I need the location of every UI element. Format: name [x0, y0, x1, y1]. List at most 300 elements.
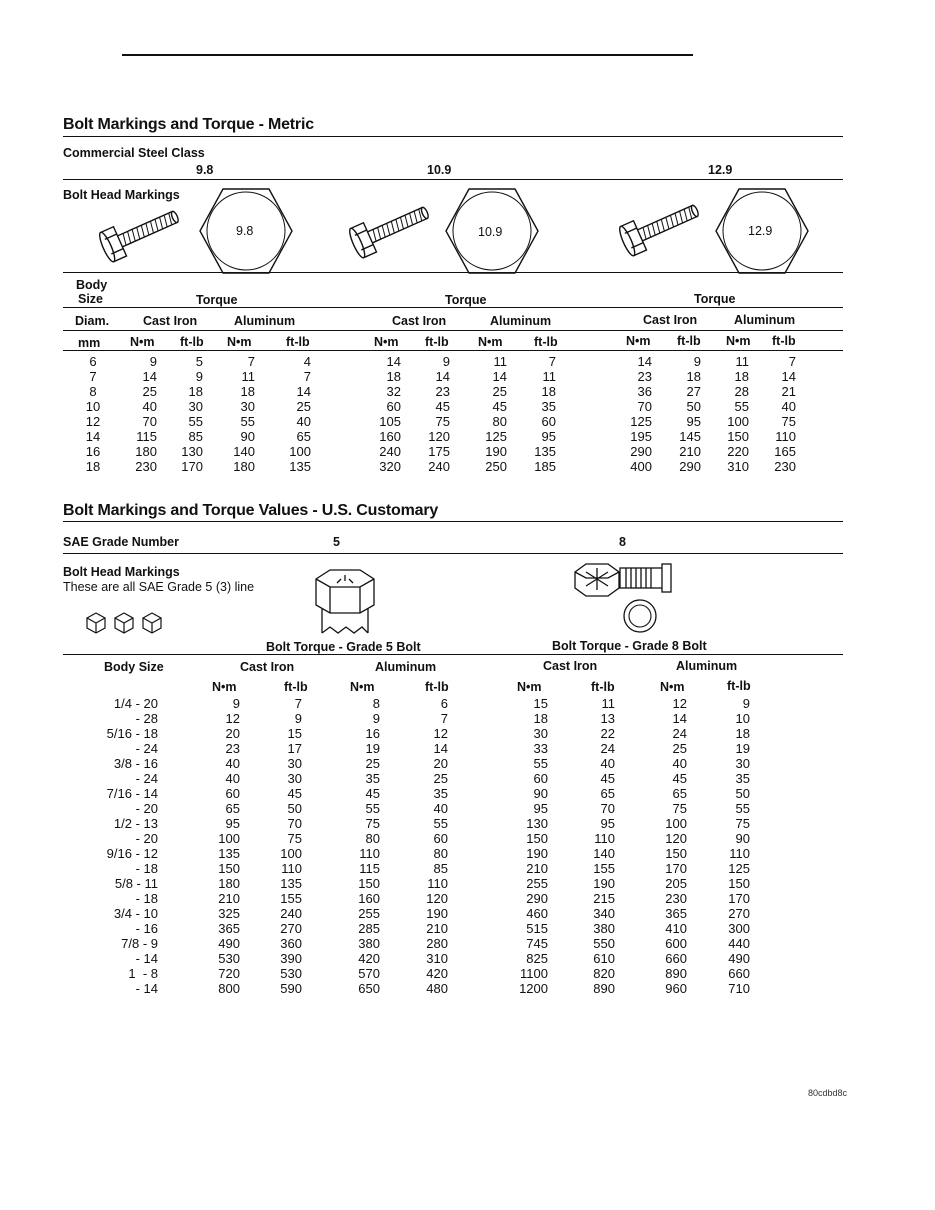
- us-size-cell: - 20: [135, 831, 158, 846]
- g5-al-nm-cell: 16: [365, 726, 380, 741]
- metric-diam-column: [78, 354, 108, 474]
- g8-ci-nm-cell: 30: [533, 726, 548, 741]
- g8-al-ft-cell: 170: [728, 891, 750, 906]
- g8-ci-ft-cell: 550: [593, 936, 615, 951]
- g5-al-ft-cell: 80: [433, 846, 448, 861]
- top-rule: [122, 54, 693, 56]
- diam-label: Diam.: [75, 314, 110, 328]
- class-98: 9.8: [196, 163, 214, 177]
- m129-ci-nm-cell: 70: [637, 399, 652, 414]
- g8-al-ft-cell: 150: [728, 876, 750, 891]
- m98-al-ft-cell: 65: [296, 429, 311, 444]
- m109-ci-ft-cell: 14: [435, 369, 450, 384]
- g5-ci-ft-cell: 270: [280, 921, 302, 936]
- g5-al-ft-cell: 120: [426, 891, 448, 906]
- g5-ci-nm-cell: 210: [218, 891, 240, 906]
- g8-al-nm-cell: 24: [672, 726, 687, 741]
- ftlb-109-ci: ft-lb: [425, 335, 449, 349]
- g5-ci-ft-cell: 7: [294, 696, 302, 711]
- g8-al-nm-cell: 660: [665, 951, 687, 966]
- g8-al-ft-cell: 18: [735, 726, 750, 741]
- m109-ci-nm-cell: 32: [386, 384, 401, 399]
- g8-ci-nm-cell: 60: [533, 771, 548, 786]
- m109-ci-ft-cell: 240: [428, 459, 450, 474]
- g5-ci-nm-cell: 800: [218, 981, 240, 996]
- g5-ci-nm-cell: 720: [218, 966, 240, 981]
- g5-ci-ft-cell: 75: [287, 831, 302, 846]
- m129-ci-nm-cell: 125: [630, 414, 652, 429]
- us-size-cell: - 28: [135, 711, 158, 726]
- m98-ci-ft-cell: 170: [181, 459, 203, 474]
- class-109: 10.9: [427, 163, 452, 177]
- m98-al-ft-cell: 25: [296, 399, 311, 414]
- torque-label-98: Torque: [196, 293, 238, 307]
- m98-ci-nm-column: [122, 354, 157, 474]
- g8-al-nm-cell: 960: [665, 981, 687, 996]
- m109-al-ft-cell: 60: [541, 414, 556, 429]
- m109-ci-nm-cell: 60: [386, 399, 401, 414]
- g5-al-ft-cell: 25: [433, 771, 448, 786]
- g5-al-nm-cell: 420: [358, 951, 380, 966]
- grade5-nuts-icon: [84, 611, 168, 635]
- g8-ci-ft-cell: 13: [600, 711, 615, 726]
- us-note: These are all SAE Grade 5 (3) line: [63, 580, 255, 594]
- g5-al-nm-cell: 19: [365, 741, 380, 756]
- us-size-cell: 1/4 - 20: [113, 696, 158, 711]
- grade5-caption: Bolt Torque - Grade 5 Bolt: [266, 640, 421, 654]
- cast-iron-129: Cast Iron: [643, 313, 698, 327]
- cast-iron-98: Cast Iron: [143, 314, 198, 328]
- m109-ci-ft-cell: 175: [428, 444, 450, 459]
- metric-diam-cell: 12: [85, 414, 101, 429]
- m129-al-nm-cell: 310: [727, 459, 749, 474]
- us-head-markings-label: Bolt Head Markings: [63, 565, 180, 579]
- m109-ci-nm-cell: 18: [386, 369, 401, 384]
- g5-al-nm-cell: 45: [365, 786, 380, 801]
- g8-ci-ft-cell: 22: [600, 726, 615, 741]
- g5-al-ft-cell: 210: [426, 921, 448, 936]
- g8-ci-nm-cell: 255: [526, 876, 548, 891]
- m109-al-ft-cell: 95: [541, 429, 556, 444]
- m129-ci-ft-cell: 145: [679, 429, 701, 444]
- g5-ci-ft-cell: 50: [287, 801, 302, 816]
- cast-iron-109: Cast Iron: [392, 314, 447, 328]
- m129-al-nm-cell: 11: [735, 354, 749, 369]
- g5-al-ft-column: [408, 696, 448, 996]
- g8-ci-nm-cell: 15: [533, 696, 548, 711]
- g5-ci-nm-cell: 23: [225, 741, 240, 756]
- g5-al-nm-cell: 80: [365, 831, 380, 846]
- g8-ci-nm-cell: 90: [533, 786, 548, 801]
- m98-al-nm-cell: 30: [240, 399, 255, 414]
- g8-ci-nm-cell: 290: [526, 891, 548, 906]
- g5-ci-ft-cell: 9: [294, 711, 302, 726]
- g5-ci-ft-cell: 30: [287, 756, 302, 771]
- g5-al-ft-cell: 7: [440, 711, 448, 726]
- m129-ci-ft-cell: 18: [686, 369, 701, 384]
- nm-129-al: N•m: [726, 334, 751, 348]
- g5-al-ft-cell: 310: [426, 951, 448, 966]
- g5-al-nm-label: N•m: [350, 680, 375, 694]
- g8-ci-ft-cell: 155: [593, 861, 615, 876]
- g8-al-nm-cell: 65: [672, 786, 687, 801]
- g8-ci-ft-cell: 70: [600, 801, 615, 816]
- grade8-caption: Bolt Torque - Grade 8 Bolt: [552, 639, 707, 653]
- g8-ci-ft-label: ft-lb: [591, 680, 615, 694]
- g8-al-ft-cell: 300: [728, 921, 750, 936]
- g8-al-ft-cell: 75: [735, 816, 750, 831]
- m109-al-nm-cell: 190: [485, 444, 507, 459]
- g5-ci-nm-cell: 40: [225, 756, 240, 771]
- bolt-98-icon: [100, 204, 182, 260]
- ftlb-98-al: ft-lb: [286, 335, 310, 349]
- g8-ci-ft-cell: 45: [600, 771, 615, 786]
- g5-ci-nm-cell: 20: [225, 726, 240, 741]
- g8-al-ft-cell: 9: [742, 696, 750, 711]
- m129-al-nm-cell: 100: [727, 414, 749, 429]
- g8-al-ft-cell: 440: [728, 936, 750, 951]
- m109-ci-nm-column: [366, 354, 401, 474]
- g8-ci-nm-cell: 460: [526, 906, 548, 921]
- g5-al-nm-column: [340, 696, 380, 996]
- m109-al-nm-cell: 25: [492, 384, 507, 399]
- g8-al-nm-cell: 12: [672, 696, 687, 711]
- g5-al-nm-cell: 115: [359, 861, 380, 876]
- g8-al-ft-cell: 660: [728, 966, 750, 981]
- m109-al-ft-cell: 185: [534, 459, 556, 474]
- m129-al-ft-column: [761, 354, 796, 474]
- m129-al-ft-cell: 230: [774, 459, 796, 474]
- g5-al-ft-cell: 85: [433, 861, 448, 876]
- m109-al-nm-cell: 125: [485, 429, 507, 444]
- metric-diam-cell: 16: [85, 444, 101, 459]
- g5-al-ft-cell: 480: [426, 981, 448, 996]
- m129-al-nm-cell: 150: [727, 429, 749, 444]
- sae-grade-label: SAE Grade Number: [63, 535, 180, 549]
- g5-ci-nm-cell: 95: [225, 816, 240, 831]
- g5-ci-ft-column: [262, 696, 302, 996]
- m109-ci-ft-cell: 23: [435, 384, 450, 399]
- m98-al-ft-column: [276, 354, 311, 474]
- g8-aluminum: Aluminum: [676, 659, 738, 673]
- g5-ci-nm-cell: 325: [218, 906, 240, 921]
- g8-al-nm-cell: 40: [672, 756, 687, 771]
- commercial-steel-class-label: Commercial Steel Class: [63, 146, 205, 160]
- g5-ci-ft-cell: 45: [287, 786, 302, 801]
- g5-ci-nm-cell: 135: [218, 846, 240, 861]
- g5-ci-nm-column: [200, 696, 240, 996]
- g5-al-nm-cell: 255: [358, 906, 380, 921]
- m129-ci-ft-cell: 50: [686, 399, 701, 414]
- g8-ci-ft-cell: 610: [593, 951, 615, 966]
- g5-ci-nm-cell: 180: [218, 876, 240, 891]
- m109-ci-nm-cell: 240: [379, 444, 401, 459]
- nm-98-al: N•m: [227, 335, 252, 349]
- class-129: 12.9: [708, 163, 733, 177]
- m98-ci-nm-cell: 25: [142, 384, 157, 399]
- g5-ci-ft-cell: 70: [287, 816, 302, 831]
- g5-al-nm-cell: 285: [358, 921, 380, 936]
- g8-al-ft-cell: 50: [735, 786, 750, 801]
- g5-ci-ft-cell: 30: [287, 771, 302, 786]
- g5-al-ft-cell: 6: [440, 696, 448, 711]
- g5-ci-ft-cell: 100: [280, 846, 302, 861]
- m98-al-nm-cell: 7: [247, 354, 255, 369]
- g5-al-nm-cell: 160: [358, 891, 380, 906]
- m98-ci-ft-cell: 30: [188, 399, 203, 414]
- nm-129-ci: N•m: [626, 334, 651, 348]
- g8-ci-ft-cell: 95: [600, 816, 615, 831]
- mm-label: mm: [78, 336, 101, 350]
- metric-head-markings-label: Bolt Head Markings: [63, 188, 180, 202]
- m98-ci-nm-cell: 230: [135, 459, 157, 474]
- g8-ci-ft-cell: 140: [593, 846, 615, 861]
- g5-al-ft-cell: 40: [433, 801, 448, 816]
- m98-ci-nm-cell: 9: [149, 354, 157, 369]
- m98-al-ft-cell: 14: [296, 384, 311, 399]
- m109-ci-ft-cell: 120: [428, 429, 450, 444]
- g5-ci-ft-cell: 530: [280, 966, 302, 981]
- g5-al-nm-cell: 35: [365, 771, 380, 786]
- g5-aluminum: Aluminum: [375, 660, 437, 674]
- g8-ci-nm-cell: 33: [533, 741, 548, 756]
- m129-ci-nm-cell: 36: [637, 384, 652, 399]
- m109-ci-ft-cell: 9: [442, 354, 450, 369]
- ftlb-98-ci: ft-lb: [180, 335, 204, 349]
- g5-ci-ft-cell: 360: [280, 936, 302, 951]
- g5-al-nm-cell: 9: [372, 711, 380, 726]
- subhead-rule: [63, 330, 843, 331]
- g8-ci-nm-cell: 150: [526, 831, 548, 846]
- m129-ci-ft-cell: 9: [693, 354, 701, 369]
- us-size-cell: - 18: [135, 891, 158, 906]
- class-rule: [63, 179, 843, 180]
- metric-diam-cell: 10: [85, 399, 101, 414]
- g5-ci-nm-cell: 100: [218, 831, 240, 846]
- m98-al-nm-cell: 180: [233, 459, 255, 474]
- g8-al-ft-column: [710, 696, 750, 996]
- m98-ci-nm-cell: 115: [136, 429, 157, 444]
- size-label: Size: [78, 292, 104, 306]
- us-size-cell: 1/2 - 13: [113, 816, 158, 831]
- nm-109-al: N•m: [478, 335, 503, 349]
- g8-ci-nm-cell: 130: [526, 816, 548, 831]
- m98-ci-nm-cell: 70: [142, 414, 157, 429]
- us-title: Bolt Markings and Torque Values - U.S. Customary: [63, 502, 439, 519]
- m109-ci-ft-cell: 45: [435, 399, 450, 414]
- g5-ci-nm-cell: 530: [218, 951, 240, 966]
- g5-al-ft-cell: 110: [427, 876, 448, 891]
- m109-al-ft-cell: 11: [542, 369, 556, 384]
- g5-ci-ft-cell: 240: [280, 906, 302, 921]
- m109-al-nm-cell: 11: [493, 354, 507, 369]
- us-size-cell: - 14: [135, 981, 158, 996]
- g5-ci-nm-cell: 150: [218, 861, 240, 876]
- body-size-label: Body Size: [104, 660, 164, 674]
- g8-ci-nm-cell: 825: [526, 951, 548, 966]
- g5-al-nm-cell: 650: [358, 981, 380, 996]
- g8-ci-nm-cell: 515: [526, 921, 548, 936]
- m109-ci-nm-cell: 160: [379, 429, 401, 444]
- g8-al-nm-cell: 120: [665, 831, 687, 846]
- m98-al-ft-cell: 7: [303, 369, 311, 384]
- m98-al-nm-cell: 18: [240, 384, 255, 399]
- g8-al-ft-cell: 10: [735, 711, 750, 726]
- g5-al-nm-cell: 380: [358, 936, 380, 951]
- m129-al-ft-cell: 21: [781, 384, 796, 399]
- g5-ci-nm-cell: 9: [232, 696, 240, 711]
- us-title-rule: [63, 521, 843, 522]
- m129-ci-ft-column: [666, 354, 701, 474]
- m109-ci-ft-cell: 75: [435, 414, 450, 429]
- torque-label-129: Torque: [694, 292, 736, 306]
- g8-al-nm-label: N•m: [660, 680, 685, 694]
- m98-ci-nm-cell: 40: [142, 399, 157, 414]
- m129-al-ft-cell: 165: [774, 444, 796, 459]
- metric-diam-cell: 7: [89, 369, 97, 384]
- g8-al-nm-cell: 150: [665, 846, 687, 861]
- g8-ci-ft-cell: 190: [593, 876, 615, 891]
- grade5-bolt-icon: [310, 567, 380, 639]
- g8-al-nm-cell: 75: [672, 801, 687, 816]
- m98-al-nm-cell: 55: [240, 414, 255, 429]
- g5-ci-nm-cell: 12: [225, 711, 240, 726]
- m129-al-ft-cell: 7: [788, 354, 796, 369]
- m109-al-nm-cell: 80: [492, 414, 507, 429]
- g8-al-ft-cell: 110: [729, 846, 750, 861]
- g5-ci-ft-cell: 110: [281, 861, 302, 876]
- ftlb-109-al: ft-lb: [534, 335, 558, 349]
- us-size-cell: 5/16 - 18: [106, 726, 158, 741]
- g8-ci-ft-column: [575, 696, 615, 996]
- m98-ci-nm-cell: 180: [135, 444, 157, 459]
- us-size-cell: 9/16 - 12: [106, 846, 158, 861]
- m129-al-ft-cell: 110: [775, 429, 796, 444]
- m98-al-ft-cell: 4: [303, 354, 311, 369]
- g5-al-ft-cell: 280: [426, 936, 448, 951]
- metric-diam-cell: 8: [89, 384, 97, 399]
- g8-al-nm-cell: 170: [665, 861, 687, 876]
- g8-al-nm-cell: 230: [665, 891, 687, 906]
- g5-ci-ft-label: ft-lb: [284, 680, 308, 694]
- g8-ci-nm-cell: 1200: [519, 981, 548, 996]
- g8-ci-ft-cell: 380: [593, 921, 615, 936]
- us-size-cell: - 20: [135, 801, 158, 816]
- torque-rule: [63, 307, 843, 308]
- m109-al-nm-cell: 14: [492, 369, 507, 384]
- m109-al-nm-cell: 45: [492, 399, 507, 414]
- g5-al-nm-cell: 8: [372, 696, 380, 711]
- us-size-cell: 7/8 - 9: [121, 936, 158, 951]
- g8-ci-ft-cell: 820: [593, 966, 615, 981]
- us-size-cell: - 18: [135, 861, 158, 876]
- g8-ci-nm-cell: 95: [533, 801, 548, 816]
- m129-al-nm-cell: 220: [727, 444, 749, 459]
- aluminum-129: Aluminum: [734, 313, 796, 327]
- g5-ci-ft-cell: 135: [280, 876, 302, 891]
- units-rule: [63, 350, 843, 351]
- ftlb-129-al: ft-lb: [772, 334, 796, 348]
- us-caption-rule: [63, 654, 843, 655]
- aluminum-98: Aluminum: [234, 314, 296, 328]
- torque-label-109: Torque: [445, 293, 487, 307]
- metric-diam-cell: 14: [85, 429, 101, 444]
- hex-head-129-label: 12.9: [748, 224, 773, 238]
- g8-ci-ft-cell: 890: [593, 981, 615, 996]
- g8-ci-ft-cell: 11: [601, 696, 615, 711]
- m109-ci-nm-cell: 105: [379, 414, 401, 429]
- us-size-cell: - 16: [135, 921, 158, 936]
- m129-al-ft-cell: 40: [781, 399, 796, 414]
- m129-ci-nm-cell: 290: [630, 444, 652, 459]
- body-label: Body: [76, 278, 108, 292]
- m98-ci-ft-cell: 9: [195, 369, 203, 384]
- g5-ci-nm-cell: 60: [225, 786, 240, 801]
- g8-al-nm-cell: 600: [665, 936, 687, 951]
- g8-ci-nm-cell: 190: [526, 846, 548, 861]
- g8-ci-ft-cell: 215: [593, 891, 615, 906]
- g5-ci-ft-cell: 155: [280, 891, 302, 906]
- g5-al-ft-cell: 12: [433, 726, 448, 741]
- m98-al-nm-column: [220, 354, 255, 474]
- us-size-cell: - 24: [135, 741, 158, 756]
- g5-ci-nm-label: N•m: [212, 680, 237, 694]
- g5-al-nm-cell: 55: [365, 801, 380, 816]
- g8-ci-ft-cell: 340: [593, 906, 615, 921]
- nm-98-ci: N•m: [130, 335, 155, 349]
- g8-ci-nm-cell: 18: [533, 711, 548, 726]
- us-size-cell: 3/8 - 16: [113, 756, 158, 771]
- g8-al-nm-cell: 100: [665, 816, 687, 831]
- g8-al-nm-column: [647, 696, 687, 996]
- us-size-cell: 1 - 8: [128, 966, 158, 981]
- g5-ci-nm-cell: 65: [225, 801, 240, 816]
- metric-title: Bolt Markings and Torque - Metric: [63, 116, 314, 133]
- grade8-washer-icon: [620, 598, 660, 634]
- m129-ci-ft-cell: 95: [686, 414, 701, 429]
- m129-ci-ft-cell: 27: [686, 384, 701, 399]
- g5-al-ft-cell: 60: [433, 831, 448, 846]
- m129-al-nm-cell: 28: [734, 384, 749, 399]
- g5-al-ft-cell: 20: [433, 756, 448, 771]
- g5-al-nm-cell: 150: [358, 876, 380, 891]
- g8-al-ft-cell: 55: [735, 801, 750, 816]
- g5-ci-ft-cell: 15: [287, 726, 302, 741]
- g5-al-nm-cell: 570: [358, 966, 380, 981]
- m129-ci-ft-cell: 290: [679, 459, 701, 474]
- m109-al-ft-cell: 7: [548, 354, 556, 369]
- figure-id: 80cdbd8c: [808, 1088, 848, 1098]
- sae-grade-8: 8: [619, 535, 626, 549]
- g5-al-nm-cell: 75: [365, 816, 380, 831]
- g8-al-ft-cell: 125: [728, 861, 750, 876]
- us-size-column: [80, 696, 158, 996]
- g8-ci-nm-cell: 210: [526, 861, 548, 876]
- g8-al-ft-label: ft-lb: [727, 679, 751, 693]
- metric-diam-cell: 18: [85, 459, 101, 474]
- m109-al-ft-column: [521, 354, 556, 474]
- grade8-bolt-icon: [568, 560, 678, 600]
- m98-ci-ft-cell: 85: [188, 429, 203, 444]
- markings-rule: [63, 272, 843, 273]
- m129-al-ft-cell: 75: [781, 414, 796, 429]
- us-size-cell: - 14: [135, 951, 158, 966]
- g5-al-nm-cell: 25: [365, 756, 380, 771]
- g8-al-ft-cell: 710: [728, 981, 750, 996]
- m98-al-nm-cell: 140: [233, 444, 255, 459]
- us-size-cell: 7/16 - 14: [106, 786, 158, 801]
- m98-ci-ft-cell: 18: [188, 384, 203, 399]
